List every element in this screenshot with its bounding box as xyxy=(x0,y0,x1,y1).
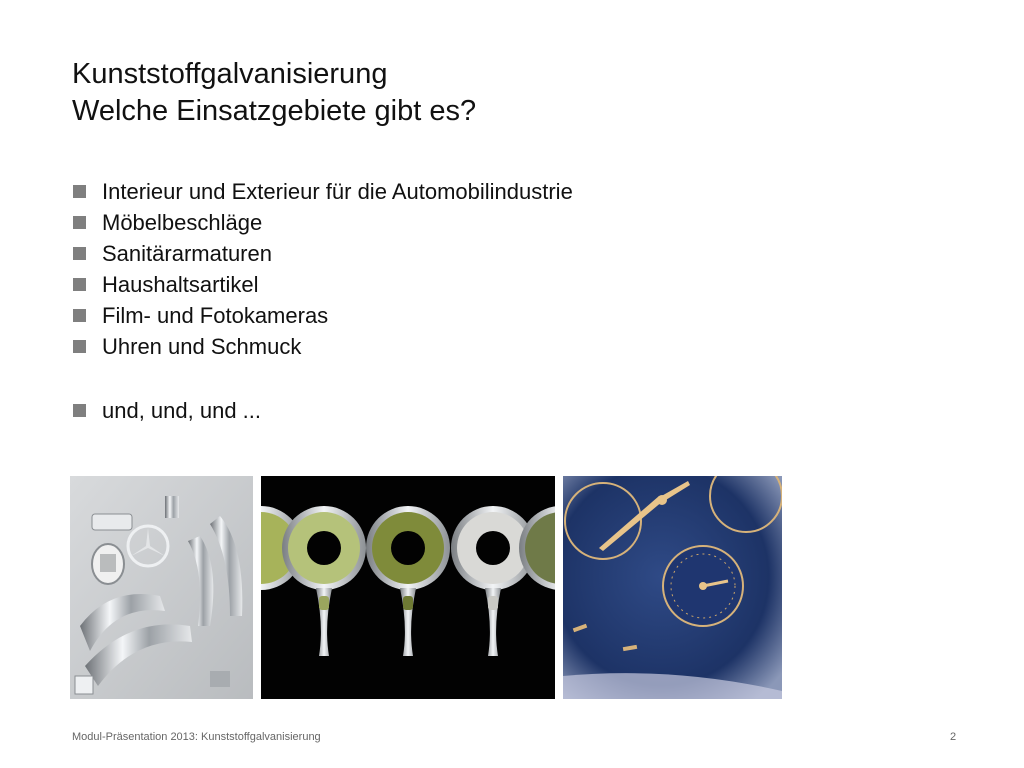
bullet-list xyxy=(72,176,573,426)
bullet-item xyxy=(72,207,573,238)
bullet-text: Haushaltsartikel xyxy=(102,272,259,297)
shower-heads-photo xyxy=(261,476,555,699)
bullet-square-icon xyxy=(73,309,86,322)
chrome-car-parts-photo xyxy=(70,476,253,699)
bullet-text: und, und, und ... xyxy=(102,398,262,423)
bullet-item xyxy=(72,331,573,362)
bullet-square-icon xyxy=(73,340,86,353)
slide-title xyxy=(72,56,476,130)
bullet-item xyxy=(72,300,573,331)
watch-dial-photo xyxy=(563,476,782,699)
bullet-text: Sanitärarmaturen xyxy=(102,241,272,266)
title-line-2: Welche Einsatzgebiete gibt es? xyxy=(72,95,477,127)
bullet-square-icon xyxy=(73,185,86,198)
page-number: 2 xyxy=(950,731,957,743)
bullet-item xyxy=(72,176,573,207)
bullet-square-icon xyxy=(73,216,86,229)
bullet-text: Film- und Fotokameras xyxy=(102,303,329,328)
title-line-1: Kunststoffgalvanisierung xyxy=(72,58,388,90)
bullet-square-icon xyxy=(73,278,86,291)
bullet-square-icon xyxy=(73,404,86,417)
bullet-text: Möbelbeschläge xyxy=(102,210,263,235)
footer-text: Modul-Präsentation 2013: Kunststoffgalvanisierung xyxy=(72,731,321,743)
bullet-text: Uhren und Schmuck xyxy=(102,334,302,359)
bullet-text: Interieur und Exterieur für die Automobilindustrie xyxy=(102,179,573,204)
bullet-square-icon xyxy=(73,247,86,260)
bullet-item xyxy=(72,269,573,300)
bullet-item-extra xyxy=(72,395,573,426)
bullet-item xyxy=(72,238,573,269)
